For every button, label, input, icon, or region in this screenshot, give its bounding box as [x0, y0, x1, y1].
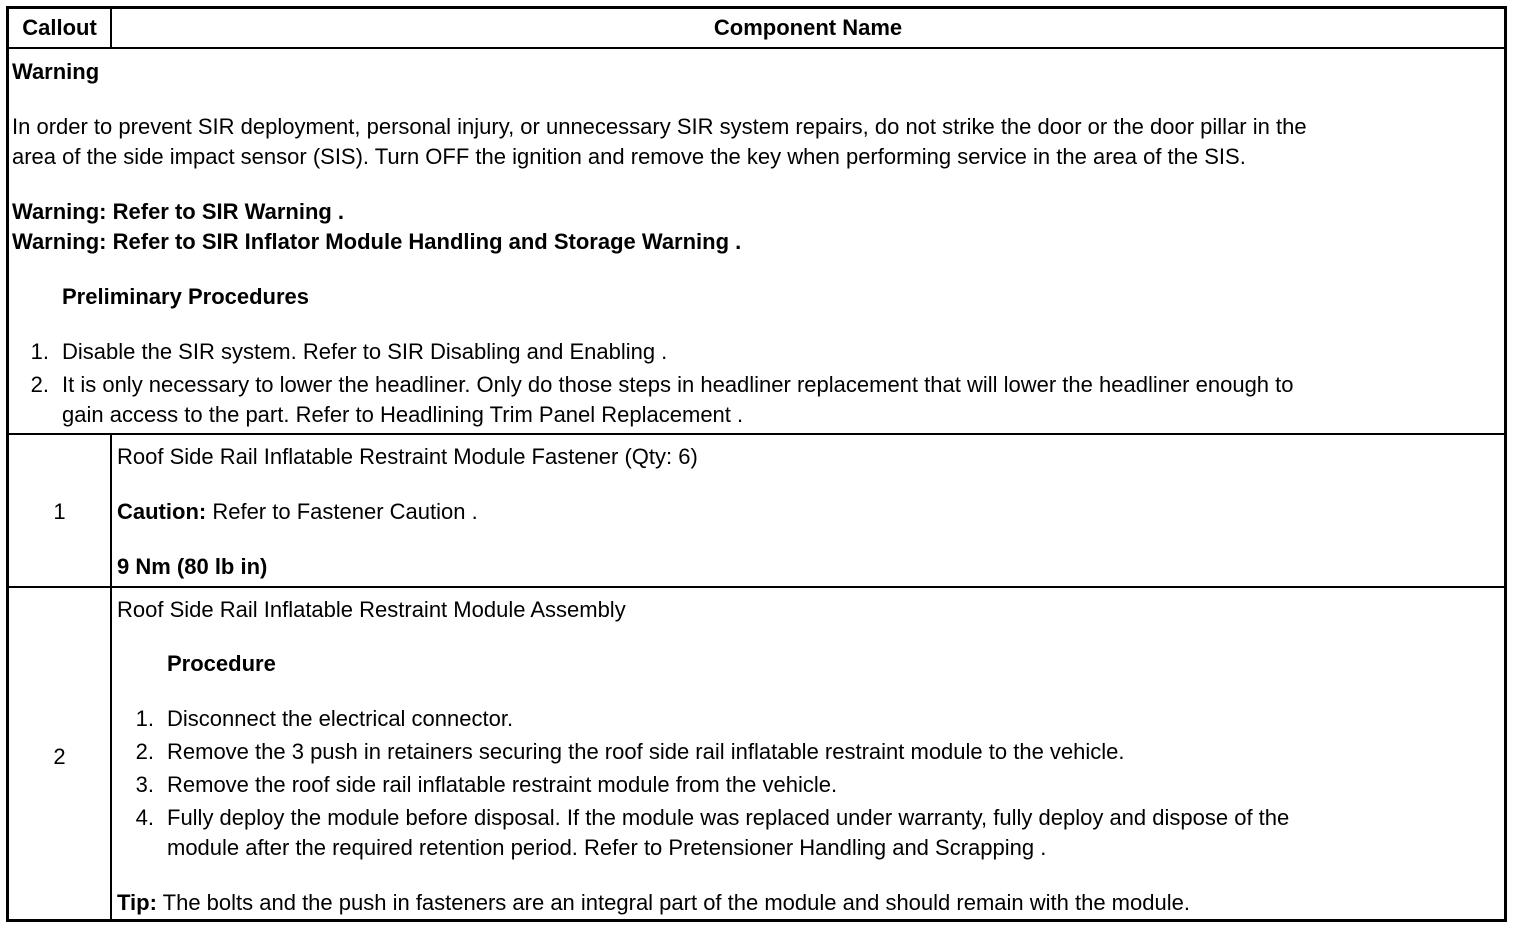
inflator-warning-ref: [12, 227, 741, 257]
list-number: 2.: [135, 739, 154, 764]
list-number: 1.: [135, 706, 154, 731]
component-name: Roof Side Rail Inflatable Restraint Module Fastener (Qty: 6): [117, 444, 698, 469]
caution-note: [117, 497, 478, 527]
list-item: Fully deploy the module before disposal. If the module was replaced under warranty, fully deploy and dispose of the: [167, 805, 1290, 830]
callout-number: 1: [53, 499, 66, 524]
torque-spec: 9 Nm (80 lb in): [117, 554, 268, 579]
inflator-warning-link[interactable]: Refer to SIR Inflator Module Handling and Storage Warning .: [112, 229, 742, 254]
warning-label: Warning:: [12, 199, 107, 224]
warning-title: Warning: [12, 59, 100, 84]
intro-divider: [9, 433, 1504, 435]
sir-warning-ref: [12, 197, 344, 227]
component-name: Roof Side Rail Inflatable Restraint Module Assembly: [117, 597, 626, 622]
list-item: It is only necessary to lower the headliner. Only do those steps in headliner replacement that will lower the headliner enough to: [62, 372, 1294, 397]
header-component-name: Component Name: [713, 15, 903, 40]
list-item-continuation: module after the required retention period. Refer to Pretensioner Handling and Scrapping .: [167, 835, 1047, 860]
row-divider: [9, 586, 1504, 588]
procedure-title: Procedure: [167, 651, 276, 676]
header-divider: [9, 47, 1504, 49]
warning-label: Warning:: [12, 229, 107, 254]
tip-text: The bolts and the push in fasteners are an integral part of the module and should remain with the module.: [162, 890, 1190, 915]
list-item-continuation: gain access to the part. Refer to Headlining Trim Panel Replacement .: [62, 402, 744, 427]
list-item: Remove the roof side rail inflatable restraint module from the vehicle.: [167, 772, 838, 797]
tip-label: Tip:: [117, 890, 157, 915]
list-item: Remove the 3 push in retainers securing the roof side rail inflatable restraint module to the vehicle.: [167, 739, 1125, 764]
sir-warning-link[interactable]: Refer to SIR Warning .: [112, 199, 345, 224]
list-number: 2.: [30, 372, 49, 397]
list-number: 3.: [135, 772, 154, 797]
body-column-divider: [110, 433, 112, 919]
preliminary-procedures-title: Preliminary Procedures: [62, 284, 310, 309]
list-item: Disable the SIR system. Refer to SIR Disabling and Enabling .: [62, 339, 668, 364]
fastener-caution-link[interactable]: Refer to Fastener Caution .: [212, 499, 478, 524]
list-number: 4.: [135, 805, 154, 830]
callout-number: 2: [53, 744, 66, 769]
tip-note: [117, 888, 1190, 918]
list-number: 1.: [30, 339, 49, 364]
header-callout: Callout: [22, 15, 97, 40]
warning-text-line2: area of the side impact sensor (SIS). Turn OFF the ignition and remove the key when performing service in the area of the SIS.: [12, 144, 1246, 169]
procedure-table: [6, 6, 1507, 922]
warning-text-line1: In order to prevent SIR deployment, personal injury, or unnecessary SIR system repairs, do not strike the door or the door pillar in the: [12, 114, 1307, 139]
list-item: Disconnect the electrical connector.: [167, 706, 514, 731]
caution-label: Caution:: [117, 499, 207, 524]
